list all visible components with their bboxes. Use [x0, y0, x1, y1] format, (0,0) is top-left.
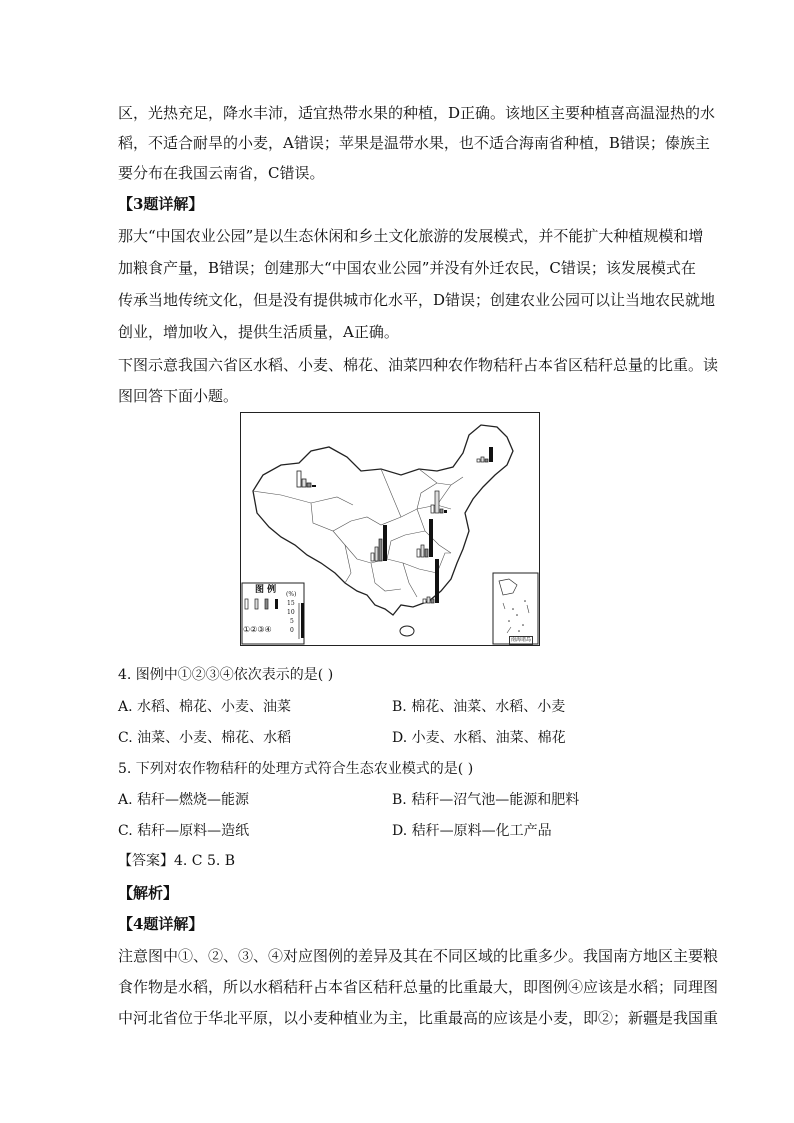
text-line: 区，光热充足，降水丰沛，适宜热带水果的种植，D正确。该地区主要种植喜高温湿热的水 — [118, 104, 716, 122]
answer-line: 【答案】4. C 5. B — [118, 853, 236, 869]
text-line: 下图示意我国六省区水稻、小麦、棉花、油菜四种农作物秸秆占本省区秸秆总量的比重。读 — [118, 356, 719, 374]
legend-unit: (%) — [286, 591, 297, 598]
q5-option-c: C. 秸秆—原料—造纸 — [118, 823, 250, 839]
text-line: 要分布在我国云南省，C错误。 — [118, 164, 325, 182]
legend-title: 图 例 — [255, 585, 277, 595]
text-line: 那大“中国农业公园”是以生态休闲和乡土文化旅游的发展模式，并不能扩大种植规模和增 — [118, 227, 704, 245]
south-china-sea-inset — [493, 573, 538, 644]
legend-symbols: ①②③④ — [243, 625, 272, 634]
q4-option-c: C. 油菜、小麦、棉花、水稻 — [118, 730, 292, 746]
text-line: 创业，增加收入，提供生活质量，A正确。 — [118, 323, 399, 341]
text-line: 中河北省位于华北平原，以小麦种植业为主，比重最高的应该是小麦，即②；新疆是我国重 — [118, 1009, 719, 1027]
q4-option-a: A. 水稻、棉花、小麦、油菜 — [118, 699, 292, 715]
section-heading-q4: 【4题详解】 — [118, 915, 204, 933]
q4-option-d: D. 小麦、水稻、油菜、棉花 — [392, 730, 566, 746]
q5-option-d: D. 秸秆—原料—化工产品 — [392, 823, 552, 839]
legend-tick: 0 — [290, 627, 294, 634]
analysis-heading: 【解析】 — [118, 884, 179, 902]
text-line: 稻，不适合耐旱的小麦，A错误；苹果是温带水果，也不适合海南省种植，B错误；傣族主 — [118, 134, 710, 152]
q4-option-b: B. 棉花、油菜、水稻、小麦 — [392, 699, 566, 715]
text-line: 图回答下面小题。 — [118, 387, 239, 405]
legend-tick: 15 — [287, 600, 295, 607]
text-line: 加粮食产量，B错误；创建那大“中国农业公园”并没有外迁农民，C错误；该发展模式在 — [118, 259, 696, 277]
china-map-figure — [240, 412, 540, 646]
text-line: 传承当地传统文化，但是没有提供城市化水平，D错误；创建农业公园可以让当地农民就地 — [118, 291, 716, 309]
hainan-island — [400, 626, 414, 636]
section-heading-q3: 【3题详解】 — [118, 195, 204, 213]
text-line: 食作物是水稻，所以水稻秸秆占本省区秸秆总量的比重最大，即图例④应该是水稻；同理图 — [118, 978, 719, 996]
q4-stem: 4. 图例中①②③④依次表示的是( ) — [118, 667, 334, 683]
legend-tick: 10 — [287, 609, 295, 616]
q5-option-a: A. 秸秆—燃烧—能源 — [118, 792, 250, 808]
text-line: 注意图中①、②、③、④对应图例的差异及其在不同区域的比重多少。我国南方地区主要粮 — [118, 947, 719, 965]
q5-option-b: B. 秸秆—沼气池—能源和肥料 — [392, 792, 580, 808]
q5-stem: 5. 下列对农作物秸秆的处理方式符合生态农业模式的是( ) — [118, 761, 474, 777]
china-map — [241, 413, 539, 645]
legend-tick: 5 — [290, 618, 294, 625]
inset-label: 南海诸岛 — [511, 637, 532, 643]
